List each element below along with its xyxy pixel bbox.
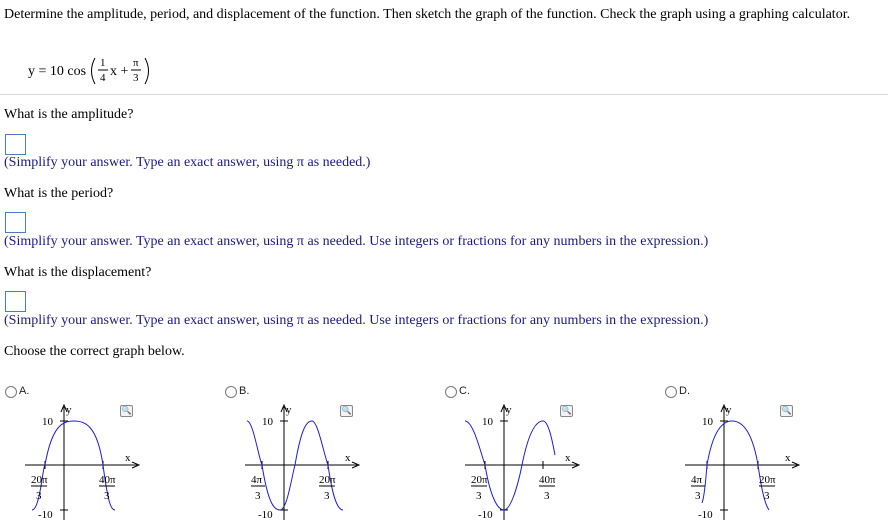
left-tick-num: 20π xyxy=(471,474,488,486)
equation-var: x + xyxy=(110,64,129,79)
y-max-label: 10 xyxy=(262,416,273,428)
amplitude-hint: (Simplify your answer. Type an exact answer, using π as needed.) xyxy=(4,155,371,170)
option-d-letter: D. xyxy=(679,385,690,397)
right-tick-den: 3 xyxy=(324,490,330,502)
graph-c xyxy=(445,385,595,525)
x-label: x xyxy=(785,452,791,464)
x-label: x xyxy=(565,452,571,464)
y-min-label: -10 xyxy=(478,509,493,521)
graph-prompt: Choose the correct graph below. xyxy=(4,344,185,359)
option-a-letter: A. xyxy=(19,385,30,397)
frac1-num: 1 xyxy=(100,57,106,69)
y-min-label: -10 xyxy=(258,509,273,521)
y-label: y xyxy=(66,404,72,416)
y-label: y xyxy=(286,404,292,416)
y-max-label: 10 xyxy=(702,416,713,428)
option-a xyxy=(5,385,155,525)
option-b-letter: B. xyxy=(239,385,250,397)
amplitude-input[interactable] xyxy=(5,134,26,155)
question-amplitude: What is the amplitude? xyxy=(4,107,134,122)
x-label: x xyxy=(345,452,351,464)
left-tick-den: 3 xyxy=(695,490,701,502)
period-hint: (Simplify your answer. Type an exact answer, using π as needed. Use integers or fractions for any numbers in the expression.) xyxy=(4,234,709,249)
left-tick-den: 3 xyxy=(255,490,261,502)
graph-b xyxy=(225,385,375,525)
magnify-icon[interactable]: 🔍 xyxy=(561,406,572,415)
option-b xyxy=(225,385,375,525)
left-tick-den: 3 xyxy=(476,490,482,502)
option-d xyxy=(665,385,815,525)
right-tick-num: 20π xyxy=(319,474,336,486)
frac1-den: 4 xyxy=(100,72,106,84)
right-tick-den: 3 xyxy=(104,490,110,502)
equation-svg xyxy=(28,50,168,92)
left-tick-num: 20π xyxy=(31,474,48,486)
question-displacement: What is the displacement? xyxy=(4,265,152,280)
period-input[interactable] xyxy=(5,212,26,233)
instructions: Determine the amplitude, period, and displacement of the function. Then sketch the graph of the function. Check the graph using a graphing calculator. xyxy=(4,7,851,22)
left-tick-den: 3 xyxy=(36,490,42,502)
equation-lhs: y = 10 cos xyxy=(28,64,87,79)
option-c xyxy=(445,385,595,525)
right-tick-num: 40π xyxy=(99,474,116,486)
magnify-icon[interactable]: 🔍 xyxy=(341,406,352,415)
option-c-letter: C. xyxy=(459,385,470,397)
right-tick-num: 20π xyxy=(759,474,776,486)
y-max-label: 10 xyxy=(42,416,53,428)
graph-d xyxy=(665,385,815,525)
magnify-icon[interactable]: 🔍 xyxy=(121,406,132,415)
right-tick-num: 40π xyxy=(539,474,556,486)
y-min-label: -10 xyxy=(698,509,713,521)
right-tick-den: 3 xyxy=(544,490,550,502)
left-tick-num: 4π xyxy=(691,474,703,486)
displacement-input[interactable] xyxy=(5,291,26,312)
equation xyxy=(28,50,168,92)
left-tick-num: 4π xyxy=(251,474,263,486)
y-max-label: 10 xyxy=(482,416,493,428)
displacement-hint: (Simplify your answer. Type an exact answer, using π as needed. Use integers or fractions for any numbers in the expression.) xyxy=(4,313,709,328)
y-min-label: -10 xyxy=(38,509,53,521)
frac2-num: π xyxy=(133,57,139,69)
graph-a xyxy=(5,385,155,525)
frac2-den: 3 xyxy=(133,72,139,84)
right-paren xyxy=(145,58,149,84)
y-label: y xyxy=(506,404,512,416)
right-tick-den: 3 xyxy=(764,490,770,502)
magnify-icon[interactable]: 🔍 xyxy=(781,406,792,415)
question-period: What is the period? xyxy=(4,186,114,201)
x-label: x xyxy=(125,452,131,464)
left-paren xyxy=(92,58,96,84)
divider xyxy=(0,94,888,95)
y-label: y xyxy=(726,404,732,416)
